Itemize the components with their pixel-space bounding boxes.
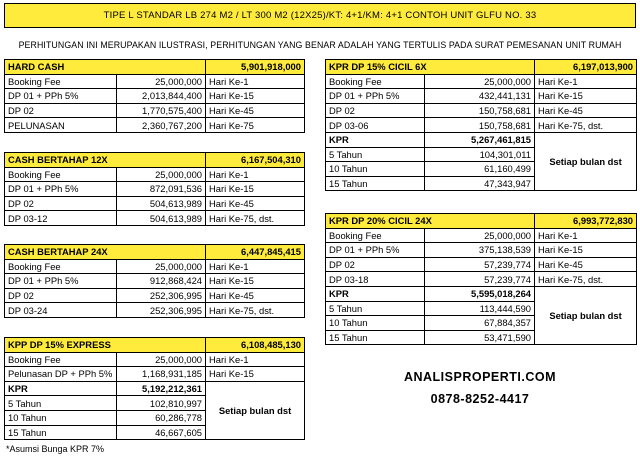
tenor-label: 5 Tahun bbox=[326, 147, 425, 162]
tenor-label: 15 Tahun bbox=[5, 425, 117, 440]
scheme-total: 6,197,013,900 bbox=[535, 60, 637, 75]
table-header bbox=[5, 245, 305, 260]
tenor-amount: 104,301,011 bbox=[425, 147, 535, 162]
row-label: Booking Fee bbox=[326, 74, 425, 89]
contact-phone: 0878-8252-4417 bbox=[430, 392, 530, 406]
row-schedule: Hari Ke-15 bbox=[535, 243, 637, 258]
kpr-amount: 5,267,461,815 bbox=[425, 132, 535, 147]
table-row bbox=[5, 103, 305, 118]
tenor-amount: 60,286,778 bbox=[117, 410, 206, 425]
row-schedule: Hari Ke-75 bbox=[206, 118, 305, 133]
scheme-name: CASH BERTAHAP 24X bbox=[5, 245, 206, 260]
table-row bbox=[5, 182, 305, 197]
row-schedule: Hari Ke-75, dst. bbox=[535, 118, 637, 133]
row-amount: 25,000,000 bbox=[117, 167, 206, 182]
row-amount: 432,441,131 bbox=[425, 89, 535, 104]
row-label: DP 03-12 bbox=[5, 211, 117, 226]
scheme-name: CASH BERTAHAP 12X bbox=[5, 153, 206, 168]
row-label: DP 01 + PPh 5% bbox=[5, 89, 117, 104]
row-amount: 252,306,995 bbox=[117, 288, 206, 303]
kpr-amount: 5,192,212,361 bbox=[117, 381, 206, 396]
tenor-amount: 67,884,357 bbox=[425, 316, 535, 331]
row-label: DP 03-18 bbox=[326, 272, 425, 287]
table-header bbox=[5, 153, 305, 168]
row-label: DP 03-06 bbox=[326, 118, 425, 133]
kpr-amount: 5,595,018,264 bbox=[425, 286, 535, 301]
row-amount: 252,306,995 bbox=[117, 303, 206, 318]
row-schedule: Hari Ke-75, dst. bbox=[206, 211, 305, 226]
table-row bbox=[326, 118, 637, 133]
row-schedule: Hari Ke-1 bbox=[535, 228, 637, 243]
row-schedule: Hari Ke-45 bbox=[206, 288, 305, 303]
table-row bbox=[5, 259, 305, 274]
scheme-name: KPP DP 15% EXPRESS bbox=[5, 338, 206, 353]
table-row bbox=[5, 167, 305, 182]
row-amount: 150,758,681 bbox=[425, 103, 535, 118]
tenor-label: 15 Tahun bbox=[326, 330, 425, 345]
row-schedule: Hari Ke-15 bbox=[206, 367, 305, 382]
row-schedule: Hari Ke-1 bbox=[206, 352, 305, 367]
row-schedule: Hari Ke-1 bbox=[206, 259, 305, 274]
tenor-label: 15 Tahun bbox=[326, 176, 425, 191]
tenor-amount: 47,343,947 bbox=[425, 176, 535, 191]
kpr-20-24x-table bbox=[325, 213, 637, 345]
tenor-amount: 61,160,499 bbox=[425, 162, 535, 177]
table-row bbox=[5, 303, 305, 318]
row-schedule: Hari Ke-1 bbox=[535, 74, 637, 89]
kpr-15-6x-table bbox=[325, 59, 637, 191]
row-amount: 25,000,000 bbox=[117, 74, 206, 89]
row-schedule: Hari Ke-45 bbox=[535, 257, 637, 272]
kpp-express-table bbox=[4, 337, 305, 440]
tenor-label: 5 Tahun bbox=[5, 396, 117, 411]
row-label: DP 02 bbox=[5, 288, 117, 303]
scheme-total: 6,993,772,830 bbox=[535, 214, 637, 229]
row-schedule: Hari Ke-15 bbox=[535, 89, 637, 104]
table-row bbox=[5, 89, 305, 104]
row-schedule: Hari Ke-75, dst. bbox=[535, 272, 637, 287]
row-amount: 1,770,575,400 bbox=[117, 103, 206, 118]
kpr-label: KPR bbox=[5, 381, 117, 396]
row-amount: 375,138,539 bbox=[425, 243, 535, 258]
row-schedule: Hari Ke-45 bbox=[206, 196, 305, 211]
row-schedule: Hari Ke-45 bbox=[535, 103, 637, 118]
row-schedule: Hari Ke-15 bbox=[206, 89, 305, 104]
table-row bbox=[326, 272, 637, 287]
table-row bbox=[5, 118, 305, 133]
table-row bbox=[326, 243, 637, 258]
row-label: Booking Fee bbox=[5, 74, 117, 89]
row-label: DP 01 + PPh 5% bbox=[326, 89, 425, 104]
tenor-label: 10 Tahun bbox=[326, 162, 425, 177]
row-label: PELUNASAN bbox=[5, 118, 117, 133]
row-amount: 25,000,000 bbox=[117, 259, 206, 274]
installment-note: Setiap bulan dst bbox=[535, 286, 637, 344]
row-amount: 25,000,000 bbox=[425, 74, 535, 89]
brand-name: ANALISPROPERTI.COM bbox=[403, 370, 557, 384]
table-row bbox=[326, 74, 637, 89]
kpr-label: KPR bbox=[326, 132, 425, 147]
cash-12x-table bbox=[4, 152, 305, 226]
scheme-total: 6,167,504,310 bbox=[206, 153, 305, 168]
row-schedule: Hari Ke-45 bbox=[206, 103, 305, 118]
row-amount: 57,239,774 bbox=[425, 272, 535, 287]
table-header bbox=[5, 60, 305, 75]
page-title: TIPE L STANDAR LB 274 M2 / LT 300 M2 (12X25)/KT: 4+1/KM: 4+1 CONTOH UNIT GLFU NO. 33 bbox=[4, 3, 636, 28]
disclaimer-text: PERHITUNGAN INI MERUPAKAN ILUSTRASI, PERHITUNGAN YANG BENAR ADALAH YANG TERTULIS PADA SURAT PEMESANAN UNIT RUMAH bbox=[18, 40, 622, 50]
scheme-name: KPR DP 20% CICIL 24X bbox=[326, 214, 535, 229]
row-label: DP 02 bbox=[326, 257, 425, 272]
table-row bbox=[5, 274, 305, 289]
installment-note: Setiap bulan dst bbox=[535, 132, 637, 190]
table-row bbox=[5, 74, 305, 89]
table-row bbox=[5, 211, 305, 226]
table-header bbox=[5, 338, 305, 353]
tenor-amount: 102,810,997 bbox=[117, 396, 206, 411]
row-amount: 57,239,774 bbox=[425, 257, 535, 272]
scheme-name: KPR DP 15% CICIL 6X bbox=[326, 60, 535, 75]
row-label: DP 01 + PPh 5% bbox=[5, 182, 117, 197]
table-row bbox=[5, 367, 305, 382]
row-schedule: Hari Ke-1 bbox=[206, 74, 305, 89]
tenor-label: 10 Tahun bbox=[5, 410, 117, 425]
row-label: Booking Fee bbox=[5, 352, 117, 367]
table-row bbox=[326, 257, 637, 272]
row-label: DP 01 + PPh 5% bbox=[5, 274, 117, 289]
tenor-amount: 53,471,590 bbox=[425, 330, 535, 345]
row-amount: 150,758,681 bbox=[425, 118, 535, 133]
table-row bbox=[326, 103, 637, 118]
row-amount: 504,613,989 bbox=[117, 211, 206, 226]
table-row bbox=[5, 196, 305, 211]
table-header bbox=[326, 60, 637, 75]
table-row bbox=[326, 89, 637, 104]
row-amount: 2,013,844,400 bbox=[117, 89, 206, 104]
row-amount: 1,168,931,185 bbox=[117, 367, 206, 382]
row-amount: 25,000,000 bbox=[425, 228, 535, 243]
row-amount: 872,091,536 bbox=[117, 182, 206, 197]
scheme-name: HARD CASH bbox=[5, 60, 206, 75]
tenor-amount: 46,667,605 bbox=[117, 425, 206, 440]
kpr-row bbox=[326, 286, 637, 301]
kpr-row bbox=[5, 381, 305, 396]
kpr-label: KPR bbox=[326, 286, 425, 301]
tenor-amount: 113,444,590 bbox=[425, 301, 535, 316]
row-label: DP 01 + PPh 5% bbox=[326, 243, 425, 258]
row-label: DP 02 bbox=[5, 196, 117, 211]
scheme-total: 6,108,485,130 bbox=[206, 338, 305, 353]
row-amount: 25,000,000 bbox=[117, 352, 206, 367]
scheme-total: 5,901,918,000 bbox=[206, 60, 305, 75]
table-row bbox=[5, 288, 305, 303]
cash-24x-table bbox=[4, 244, 305, 318]
row-schedule: Hari Ke-15 bbox=[206, 182, 305, 197]
tenor-label: 10 Tahun bbox=[326, 316, 425, 331]
kpr-row bbox=[326, 132, 637, 147]
row-label: Pelunasan DP + PPh 5% bbox=[5, 367, 117, 382]
row-amount: 2,360,767,200 bbox=[117, 118, 206, 133]
row-label: Booking Fee bbox=[5, 167, 117, 182]
installment-note: Setiap bulan dst bbox=[206, 381, 305, 439]
hard-cash-table bbox=[4, 59, 305, 133]
row-amount: 912,868,424 bbox=[117, 274, 206, 289]
row-label: Booking Fee bbox=[5, 259, 117, 274]
tenor-label: 5 Tahun bbox=[326, 301, 425, 316]
table-header bbox=[326, 214, 637, 229]
interest-footnote: *Asumsi Bunga KPR 7% bbox=[6, 444, 105, 454]
row-label: DP 03-24 bbox=[5, 303, 117, 318]
table-row bbox=[326, 228, 637, 243]
row-schedule: Hari Ke-75, dst. bbox=[206, 303, 305, 318]
table-row bbox=[5, 352, 305, 367]
scheme-total: 6,447,845,415 bbox=[206, 245, 305, 260]
row-label: Booking Fee bbox=[326, 228, 425, 243]
row-schedule: Hari Ke-15 bbox=[206, 274, 305, 289]
row-label: DP 02 bbox=[5, 103, 117, 118]
row-schedule: Hari Ke-1 bbox=[206, 167, 305, 182]
row-amount: 504,613,989 bbox=[117, 196, 206, 211]
row-label: DP 02 bbox=[326, 103, 425, 118]
